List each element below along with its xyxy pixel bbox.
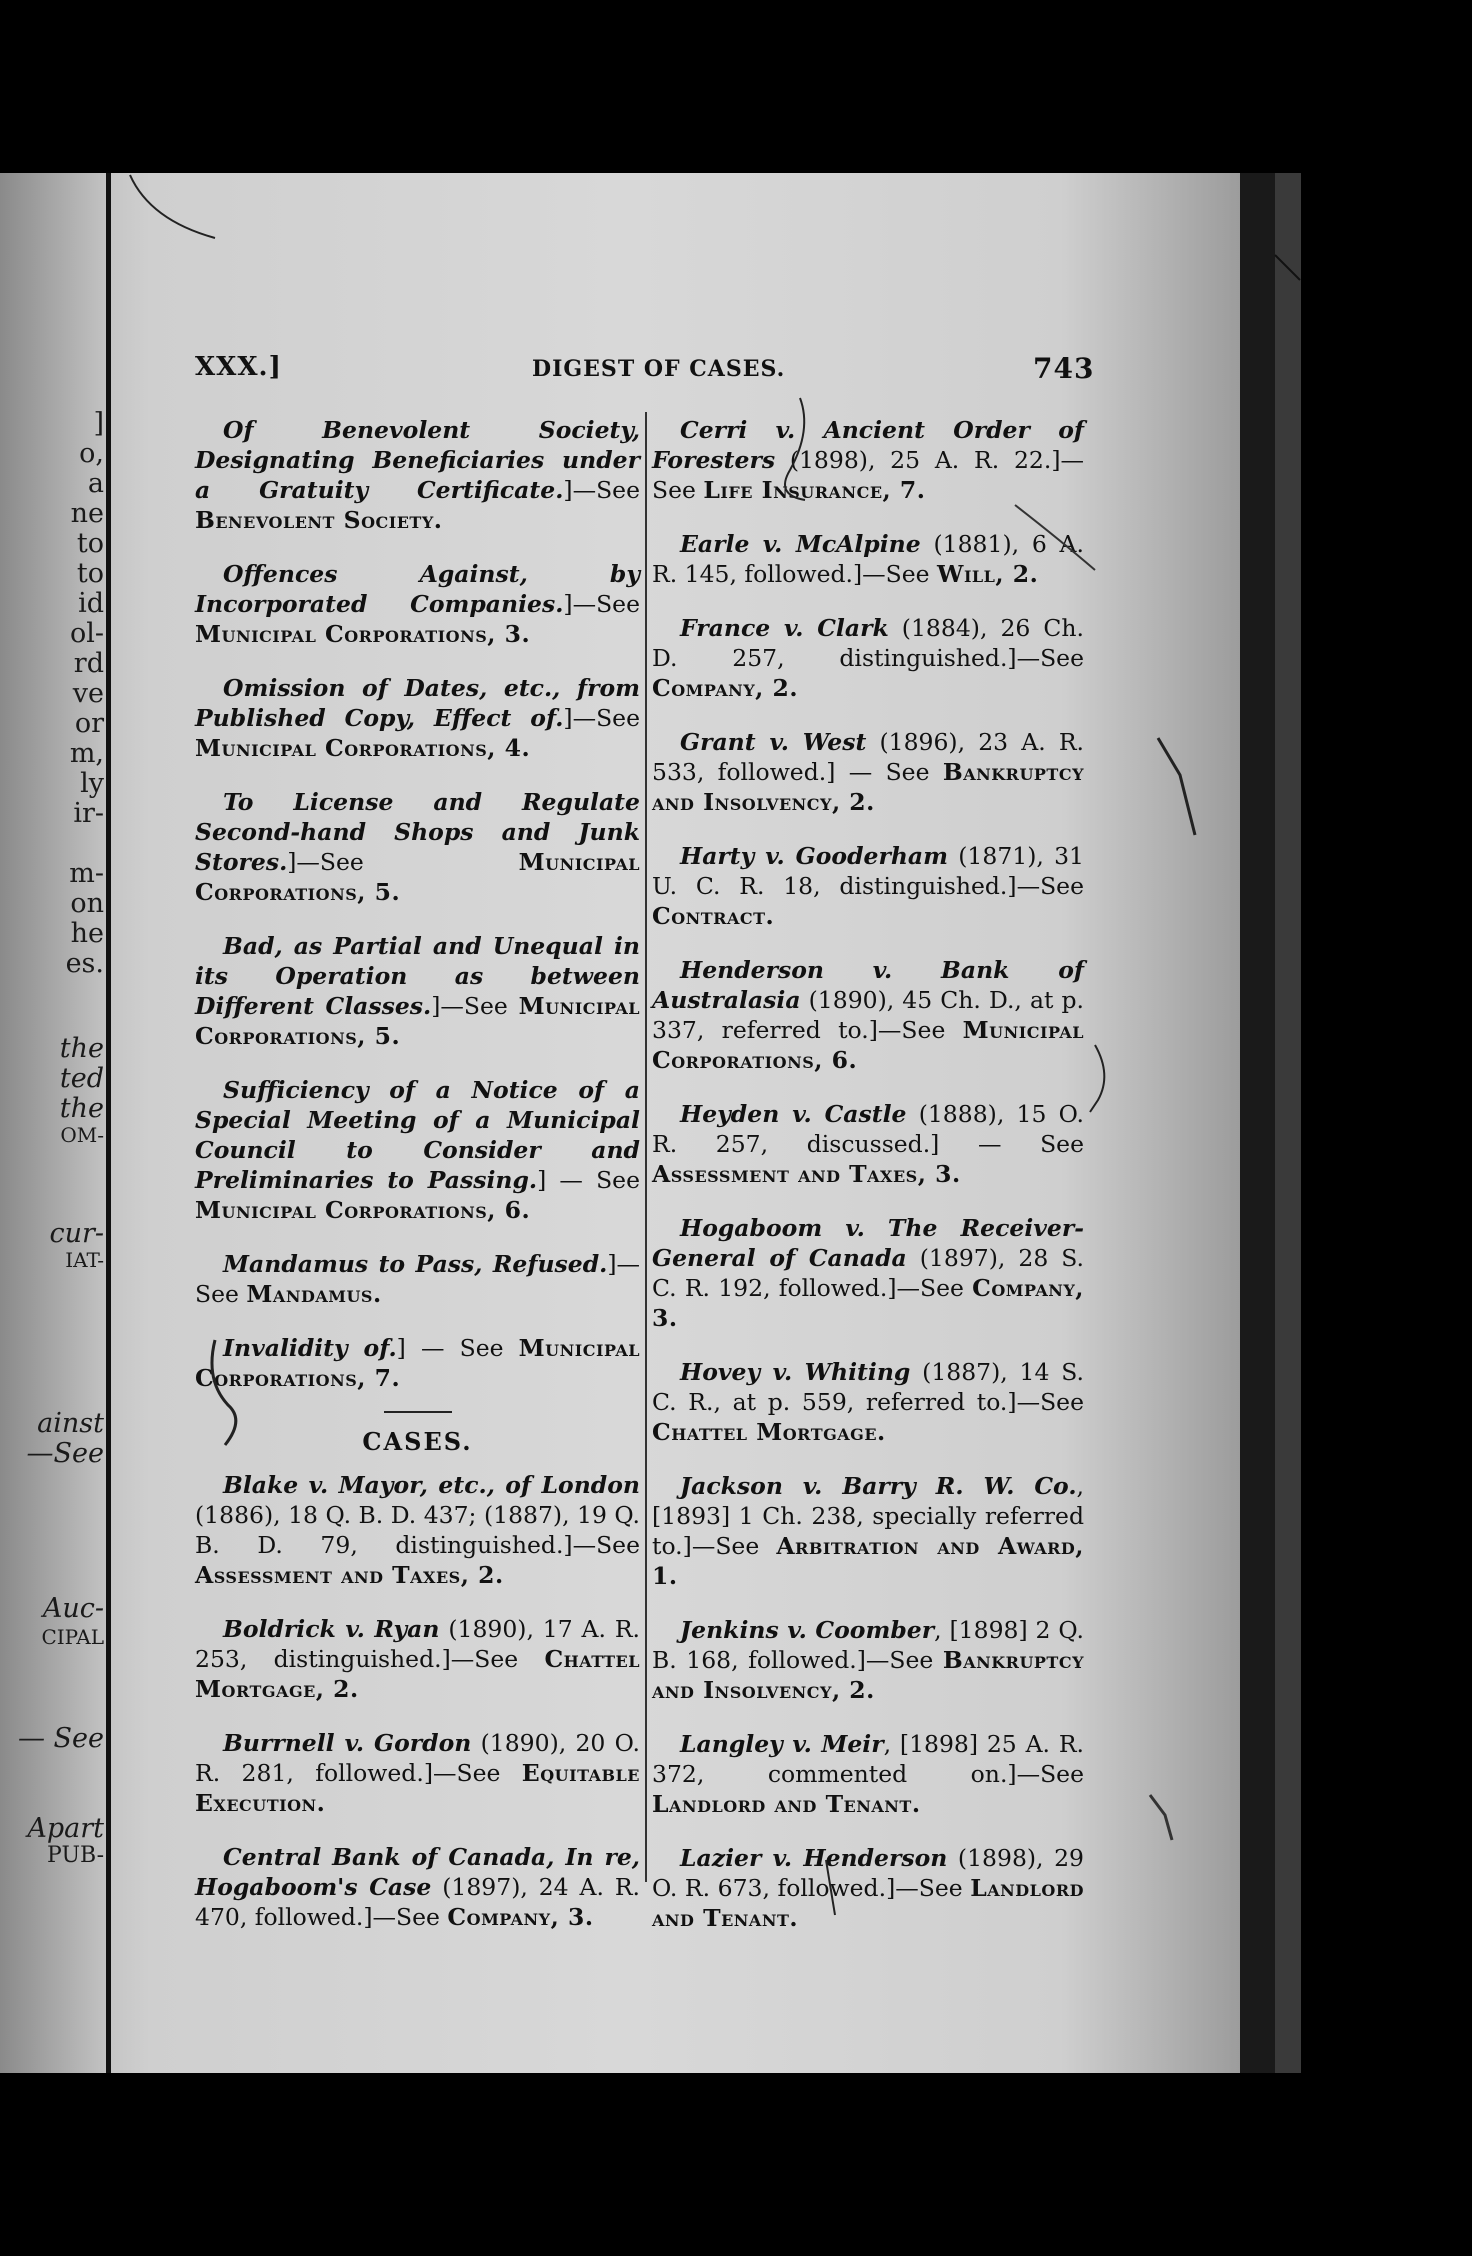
prev-fragment: Apart: [27, 1813, 104, 1844]
prev-fragment: Auc-: [42, 1593, 104, 1624]
pencil-stroke: [1150, 1795, 1172, 1840]
case-entry: Central Bank of Canada, In re, Hogaboom's Case (1897), 24 A. R. 470, followed.]—See Company, 3.: [195, 1843, 641, 1931]
prev-fragment: ol-: [69, 618, 104, 649]
pencil-stroke: [1275, 255, 1300, 280]
entry: To License and Regulate Second-hand Shops and Junk Stores.]—See Municipal Corporations, 5.: [195, 788, 640, 906]
pencil-stroke: [1090, 1045, 1104, 1112]
pencil-stroke: [1158, 738, 1195, 835]
prev-fragment: IAT-: [65, 1248, 104, 1272]
prev-fragment: rd: [73, 648, 104, 679]
prev-fragment: o,: [79, 438, 104, 469]
entry: Of Benevolent Society, Designating Beneficiaries under a Gratuity Certificate.]—See Benevolent Society.: [195, 416, 640, 534]
case-entry: Hovey v. Whiting (1887), 14 S. C. R., at p. 559, referred to.]—See Chattel Mortgage.: [652, 1358, 1084, 1446]
case-entry: Earle v. McAlpine (1881), 6 A. R. 145, followed.]—See Will, 2.: [652, 530, 1084, 588]
entry: Omission of Dates, etc., from Published Copy, Effect of.]—See Municipal Corporations, 4.: [195, 674, 640, 762]
entry: Bad, as Partial and Unequal in its Operation as between Different Classes.]—See Municipal Corporations, 5.: [195, 932, 640, 1050]
running-head-title: DIGEST OF CASES.: [532, 356, 786, 382]
prev-fragment: cur-: [49, 1218, 104, 1249]
case-entry: Boldrick v. Ryan (1890), 17 A. R. 253, distinguished.]—See Chattel Mortgage, 2.: [195, 1615, 641, 1703]
prev-fragment: es.: [65, 948, 104, 979]
case-entry: Grant v. West (1896), 23 A. R. 533, followed.] — See Bankruptcy and Insolvency, 2.: [652, 728, 1084, 816]
prev-fragment: on: [70, 888, 104, 919]
prev-fragment: — See: [17, 1723, 104, 1754]
pencil-stroke: [130, 175, 215, 238]
prev-fragment: PUB-: [47, 1843, 104, 1868]
prev-fragment: m-: [69, 858, 104, 889]
prev-fragment: the: [59, 1033, 104, 1064]
pencil-stroke: [212, 1340, 236, 1445]
prev-fragment: ne: [70, 498, 104, 529]
case-entry: Henderson v. Bank of Australasia (1890), 45 Ch. D., at p. 337, referred to.]—See Municipal Corporations, 6.: [652, 956, 1084, 1074]
prev-fragment: to: [76, 558, 104, 589]
case-entry: Cerri v. Ancient Order of Foresters (1898), 25 A. R. 22.]—See Life Insurance, 7.: [652, 416, 1084, 504]
case-entry: Lazier v. Henderson (1898), 29 O. R. 673, followed.]—See Landlord and Tenant.: [652, 1844, 1084, 1932]
prev-fragment: ir-: [73, 798, 104, 829]
prev-fragment: he: [70, 918, 104, 949]
case-entry: Heyden v. Castle (1888), 15 O. R. 257, discussed.] — See Assessment and Taxes, 3.: [652, 1100, 1084, 1188]
prev-fragment: ve: [72, 678, 104, 709]
entry: Sufficiency of a Notice of a Special Meeting of a Municipal Council to Consider and Preliminaries to Passing.] — See Municipal Corporations, 6.: [195, 1076, 640, 1224]
prev-fragment: OM-: [60, 1123, 104, 1147]
case-entry: Langley v. Meir, [1898] 25 A. R. 372, commented on.]—See Landlord and Tenant.: [652, 1730, 1084, 1818]
entry: Mandamus to Pass, Refused.]—See Mandamus.: [195, 1250, 640, 1308]
page-number: 743: [1033, 352, 1095, 385]
prev-fragment: ly: [80, 768, 104, 799]
prev-fragment: m,: [69, 738, 104, 769]
case-entry: Jackson v. Barry R. W. Co., [1893] 1 Ch. 238, specially referred to.]—See Arbitration and Award, 1.: [652, 1472, 1084, 1590]
cases-heading: CASES.: [362, 1427, 473, 1456]
prev-fragment: CIPAL: [41, 1625, 104, 1649]
prev-fragment: or: [74, 708, 104, 739]
prev-fragment: a: [87, 468, 104, 499]
case-entry: France v. Clark (1884), 26 Ch. D. 257, distinguished.]—See Company, 2.: [652, 614, 1084, 702]
pencil-stroke: [1015, 505, 1095, 570]
prev-fragment: ainst: [37, 1408, 104, 1439]
pencil-stroke: [785, 398, 805, 500]
pencil-stroke: [826, 1860, 835, 1915]
prev-fragment: to: [76, 528, 104, 559]
prev-fragment: the: [59, 1093, 104, 1124]
prev-fragment: ted: [59, 1063, 104, 1094]
prev-fragment: id: [78, 588, 104, 619]
prev-fragment: ]: [93, 408, 104, 439]
case-entry: Harty v. Gooderham (1871), 31 U. C. R. 18, distinguished.]—See Contract.: [652, 842, 1084, 930]
case-entry: Jenkins v. Coomber, [1898] 2 Q. B. 168, followed.]—See Bankruptcy and Insolvency, 2.: [652, 1616, 1084, 1704]
entry: Invalidity of.] — See Municipal Corporations, 7.: [195, 1334, 640, 1392]
case-entry: Hogaboom v. The Receiver-General of Canada (1897), 28 S. C. R. 192, followed.]—See Company, 3.: [652, 1214, 1085, 1332]
case-entry: Blake v. Mayor, etc., of London (1886), 18 Q. B. D. 437; (1887), 19 Q. B. D. 79, distinguished.]—See Assessment and Taxes, 2.: [195, 1471, 640, 1589]
running-head-section: XXX.]: [195, 352, 282, 382]
case-entry: Burrnell v. Gordon (1890), 20 O. R. 281, followed.]—See Equitable Execution.: [195, 1729, 640, 1817]
prev-fragment: —See: [26, 1438, 104, 1469]
entry: Offences Against, by Incorporated Companies.]—See Municipal Corporations, 3.: [195, 560, 640, 648]
